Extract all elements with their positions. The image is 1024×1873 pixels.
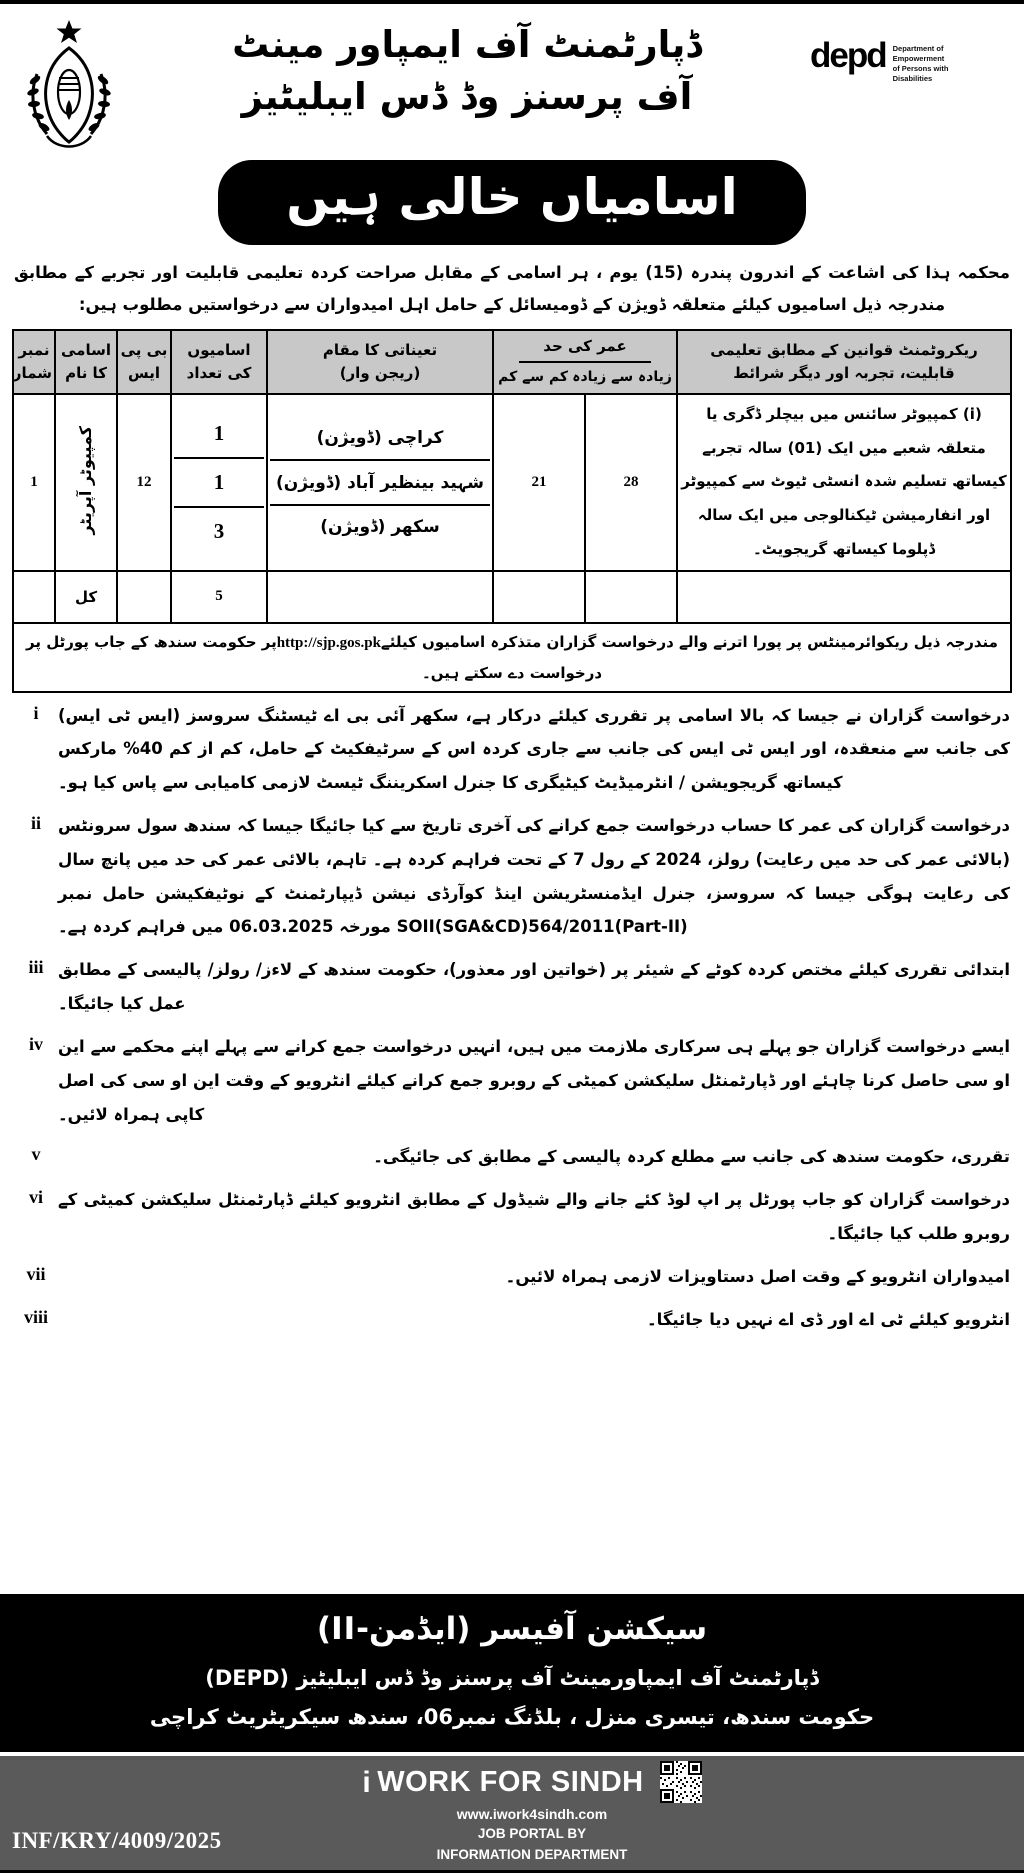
condition-item-v: [14, 1140, 1010, 1174]
qualification-header-line1: ریکروٹمنٹ قوانین کے مطابق تعلیمی: [710, 340, 978, 359]
brand-row: [362, 1761, 701, 1803]
table-row: [13, 394, 1011, 571]
column-header-age: [493, 330, 677, 394]
cell-post-name: [55, 394, 117, 571]
condition-item-vi: [14, 1183, 1010, 1251]
portal-note-row: [13, 623, 1011, 692]
column-header-place: [267, 330, 493, 394]
condition-item-iii: [14, 953, 1010, 1021]
brand-byline-line1: JOB PORTAL BY: [477, 1826, 587, 1842]
brand-byline: [362, 1824, 701, 1865]
qualification-header-line2: قابلیت، تجربہ اور دیگر شرائط: [733, 363, 955, 382]
signatory-department: ڈپارٹمنٹ آف ایمپاورمینٹ آف پرسنز وڈ ڈس ایبلیٹیز (DEPD): [205, 1665, 819, 1690]
vacancies-banner-wrap: [0, 158, 1024, 251]
column-header-bps: [117, 330, 171, 394]
depd-subtitle-line2: Empowerment: [892, 54, 945, 64]
post-header-line2: کا نام: [65, 363, 107, 382]
portal-url[interactable]: http://sjp.gos.pk: [276, 634, 381, 651]
place-item-shaheed-benazirabad: شہید بینظیر آباد (ڈویژن): [270, 461, 490, 506]
bps-header-line1: بی پی: [120, 340, 168, 359]
condition-number-i: i: [33, 702, 39, 723]
masthead: [0, 4, 1024, 158]
condition-text-iv: ایسے درخواست گزاران جو پہلے ہی سرکاری ملازمت میں ہیں، انہیں درخواست جمع کرانے سے پہلے اپنے محکمے سے این او سی حاصل کرنا چاہئے اور ڈپارٹمنٹل سلیکشن کمیٹی کے روبرو جمع کرانے کیلئے انٹرویو کے وقت این او سی کی اصل کاپی ہمراہ لائیں۔: [58, 1036, 1010, 1124]
total-age-min-blank: [493, 571, 585, 623]
condition-item-vii: [14, 1260, 1010, 1294]
depd-subtitle-line4: Disabilities: [892, 74, 933, 84]
vacancies-header-line1: اسامیوں: [187, 340, 251, 359]
column-header-qualification: [677, 330, 1011, 394]
sindh-government-crest-icon: [14, 14, 124, 158]
post-header-line1: اسامی: [61, 340, 111, 359]
condition-text-v: تقرری، حکومت سندھ کی جانب سے مطلع کردہ پالیسی کے مطابق کی جائیگی۔: [373, 1147, 1010, 1167]
cell-age-min: 21: [493, 394, 585, 571]
depd-logo-subtitle: [893, 38, 949, 85]
post-name-vertical: کمپیوٹر آپریٹر: [76, 425, 96, 535]
condition-number-ii: ii: [30, 813, 41, 834]
condition-item-iv: [14, 1030, 1010, 1131]
total-label: کل: [55, 571, 117, 623]
page-title: [124, 14, 810, 122]
brand-name-text: WORK FOR SINDH: [377, 1765, 644, 1798]
i-mark-icon: i: [362, 1765, 372, 1799]
conditions-list: [0, 693, 1024, 1350]
place-header-line2: (ریجن وار): [339, 363, 421, 382]
column-header-post: [55, 330, 117, 394]
vacancies-header-line2: کی تعداد: [186, 363, 252, 382]
total-age-max-blank: [585, 571, 677, 623]
brand-block: [362, 1761, 701, 1865]
place-list: [270, 417, 490, 548]
vacancy-table: [12, 329, 1012, 693]
vacancy-count-karachi: 1: [174, 410, 264, 459]
portal-note-after: پر حکومت سندھ کے جاب پورٹل پر درخواست دے سکتے ہیں۔: [26, 632, 603, 682]
sr-header-line1: نمبر: [18, 340, 50, 359]
place-header-line1: تعیناتی کا مقام: [322, 340, 438, 359]
age-header-min: کم سے کم: [498, 369, 569, 386]
portal-note-before: مندرجہ ذیل ریکوائرمینٹس پر پورا اترنے والے درخواست گزاران متذکرہ اسامیوں کیلئے: [380, 632, 998, 651]
condition-text-vii: امیدواران انٹرویو کے وقت اصل دستاویزات لازمی ہمراہ لائیں۔: [505, 1266, 1010, 1286]
depd-wordmark: depd: [810, 36, 886, 75]
condition-number-iii: iii: [28, 957, 44, 978]
age-header-max: زیادہ سے زیادہ: [572, 369, 672, 386]
condition-text-ii: درخواست گزاران کی عمر کا حساب درخواست جمع کرانے کی آخری تاریخ سے کیا جائیگا جیسا کہ سندھ سول سرونٹس (بالائی عمر کی حد میں رعایت) رولز، 2024 کے رول 7 کے تحت فراہم کردہ ہے۔ تاہم، بالائی عمر کی حد میں پانچ سال کی رعایت ہوگی جیسا کہ سروسز، جنرل ایڈمنسٹریشن اینڈ کوآرڈی نیشن ڈیپارٹمنٹ کے نوٹیفکیشن حامل نمبر SOII(SGA&CD)564/2011(Part-II) مورخہ 06.03.2025 میں فراہم کردہ ہے۔: [58, 816, 1010, 937]
total-sr-blank: [13, 571, 55, 623]
place-item-sukkur: سکھر (ڈویژن): [320, 516, 440, 537]
condition-text-viii: انٹرویو کیلئے ٹی اے اور ڈی اے نہیں دیا جائیگا۔: [646, 1309, 1010, 1329]
bottom-brand-bar: [0, 1752, 1024, 1870]
place-item-karachi: کراچی (ڈویژن): [270, 417, 490, 461]
depd-subtitle-line1: Department of: [892, 44, 944, 53]
brand-byline-line2: INFORMATION DEPARTMENT: [436, 1846, 628, 1862]
total-place-blank: [267, 571, 493, 623]
table-total-row: [13, 571, 1011, 623]
condition-number-viii: viii: [23, 1306, 48, 1327]
bps-header-line2: ایس: [128, 363, 160, 382]
intro-paragraph: محکمہ ہذا کی اشاعت کے اندرون پندرہ (15) یوم ، ہر اسامی کے مقابل صراحت کردہ تعلیمی قابلیت اور تجربے کے مطابق مندرجہ ذیل اسامیوں کیلئے متعلقہ ڈویژن کے ڈومیسائل کے حامل اہل امیدواران سے درخواستیں مطلوب ہیں:: [14, 262, 1010, 314]
total-bps-blank: [117, 571, 171, 623]
condition-text-iii: ابتدائی تقرری کیلئے مختص کردہ کوٹے کے شیئر پر (خواتین اور معذور)، حکومت سندھ کے لاءز/ رولز/ پالیسی کے مطابق عمل کیا جائیگا۔: [58, 960, 1010, 1014]
signature-block: [0, 1594, 1024, 1752]
condition-number-iv: iv: [28, 1033, 43, 1054]
vacancies-banner: اسامیاں خالی ہیں: [218, 160, 806, 245]
column-header-vacancies: [171, 330, 267, 394]
vacancy-count-shaheed-benazirabad: 1: [174, 459, 264, 508]
portal-note-cell: [13, 623, 1011, 692]
iwork4sindh-logo: [362, 1766, 643, 1799]
table-header-row: [13, 330, 1011, 394]
condition-item-viii: [14, 1303, 1010, 1337]
cell-bps: 12: [117, 394, 171, 571]
signatory-address: حکومت سندھ، تیسری منزل ، بلڈنگ نمبر06، سندھ سیکریٹریٹ کراچی: [149, 1705, 875, 1730]
inf-reference-code: INF/KRY/4009/2025: [12, 1828, 222, 1853]
vacancy-count-sukkur: 3: [213, 518, 225, 543]
condition-text-vi: درخواست گزاران کو جاب پورٹل پر اپ لوڈ کئے جانے والے شیڈول کے مطابق انٹرویو کیلئے ڈپارٹمنٹل سلیکشن کمیٹی کے روبرو طلب کیا جائیگا۔: [58, 1190, 1010, 1243]
depd-subtitle-line3: of Persons with: [892, 64, 949, 74]
cell-sr-no: 1: [13, 394, 55, 571]
department-title-line2: آف پرسنز وڈ ڈس ایبلیٹیز: [241, 74, 693, 118]
qr-code-icon: [660, 1761, 702, 1803]
department-title-line1: ڈپارٹمنٹ آف ایمپاور مینٹ: [232, 23, 702, 66]
cell-vacancy-counts: [171, 394, 267, 571]
signatory-title: سیکشن آفیسر (ایڈمن-II): [316, 1611, 708, 1648]
condition-item-ii: [14, 809, 1010, 944]
brand-website-url[interactable]: www.iwork4sindh.com: [456, 1806, 608, 1823]
vacancy-table-wrap: [0, 329, 1024, 693]
cell-qualification: (i) کمپیوٹر سائنس میں بیچلر ڈگری یا متعلقہ شعبے میں ایک (01) سالہ تجربے کیساتھ تسلیم شدہ انسٹی ٹیوٹ سے کمپیوٹر اور انفارمیشن ٹیکنالوجی میں ایک سالہ ڈپلوما کیساتھ گریجویٹ۔: [677, 394, 1011, 571]
depd-logo: [810, 14, 1010, 85]
total-qualification-blank: [677, 571, 1011, 623]
cell-age-max: 28: [585, 394, 677, 571]
cell-places: [267, 394, 493, 571]
condition-item-i: [14, 699, 1010, 800]
condition-number-vii: vii: [26, 1263, 46, 1284]
column-header-sr: [13, 330, 55, 394]
sr-header-line2: شمار: [12, 363, 52, 382]
condition-number-vi: vi: [28, 1187, 43, 1208]
age-header-title: عمر کی حد: [519, 335, 651, 363]
condition-number-v: v: [31, 1144, 41, 1165]
total-vacancies-value: 5: [171, 571, 267, 623]
vacancy-count-list: [174, 410, 264, 555]
condition-text-i: درخواست گزاران نے جیسا کہ بالا اسامی پر تقرری کیلئے درکار ہے، سکھر آئی بی اے ٹیسٹنگ سروسز (ایس ٹی ایس) کی جانب سے منعقدہ، اور ایس ٹی ایس کی جانب سے جاری کردہ اس کے سرٹیفکیٹ کے حامل، کم از کم 40% مارکس کیساتھ گریجویشن / انٹرمیڈیٹ کیٹیگری کا جنرل اسکریننگ ٹیسٹ لازمی کامیابی سے پاس کیا ہو۔: [58, 705, 1011, 793]
